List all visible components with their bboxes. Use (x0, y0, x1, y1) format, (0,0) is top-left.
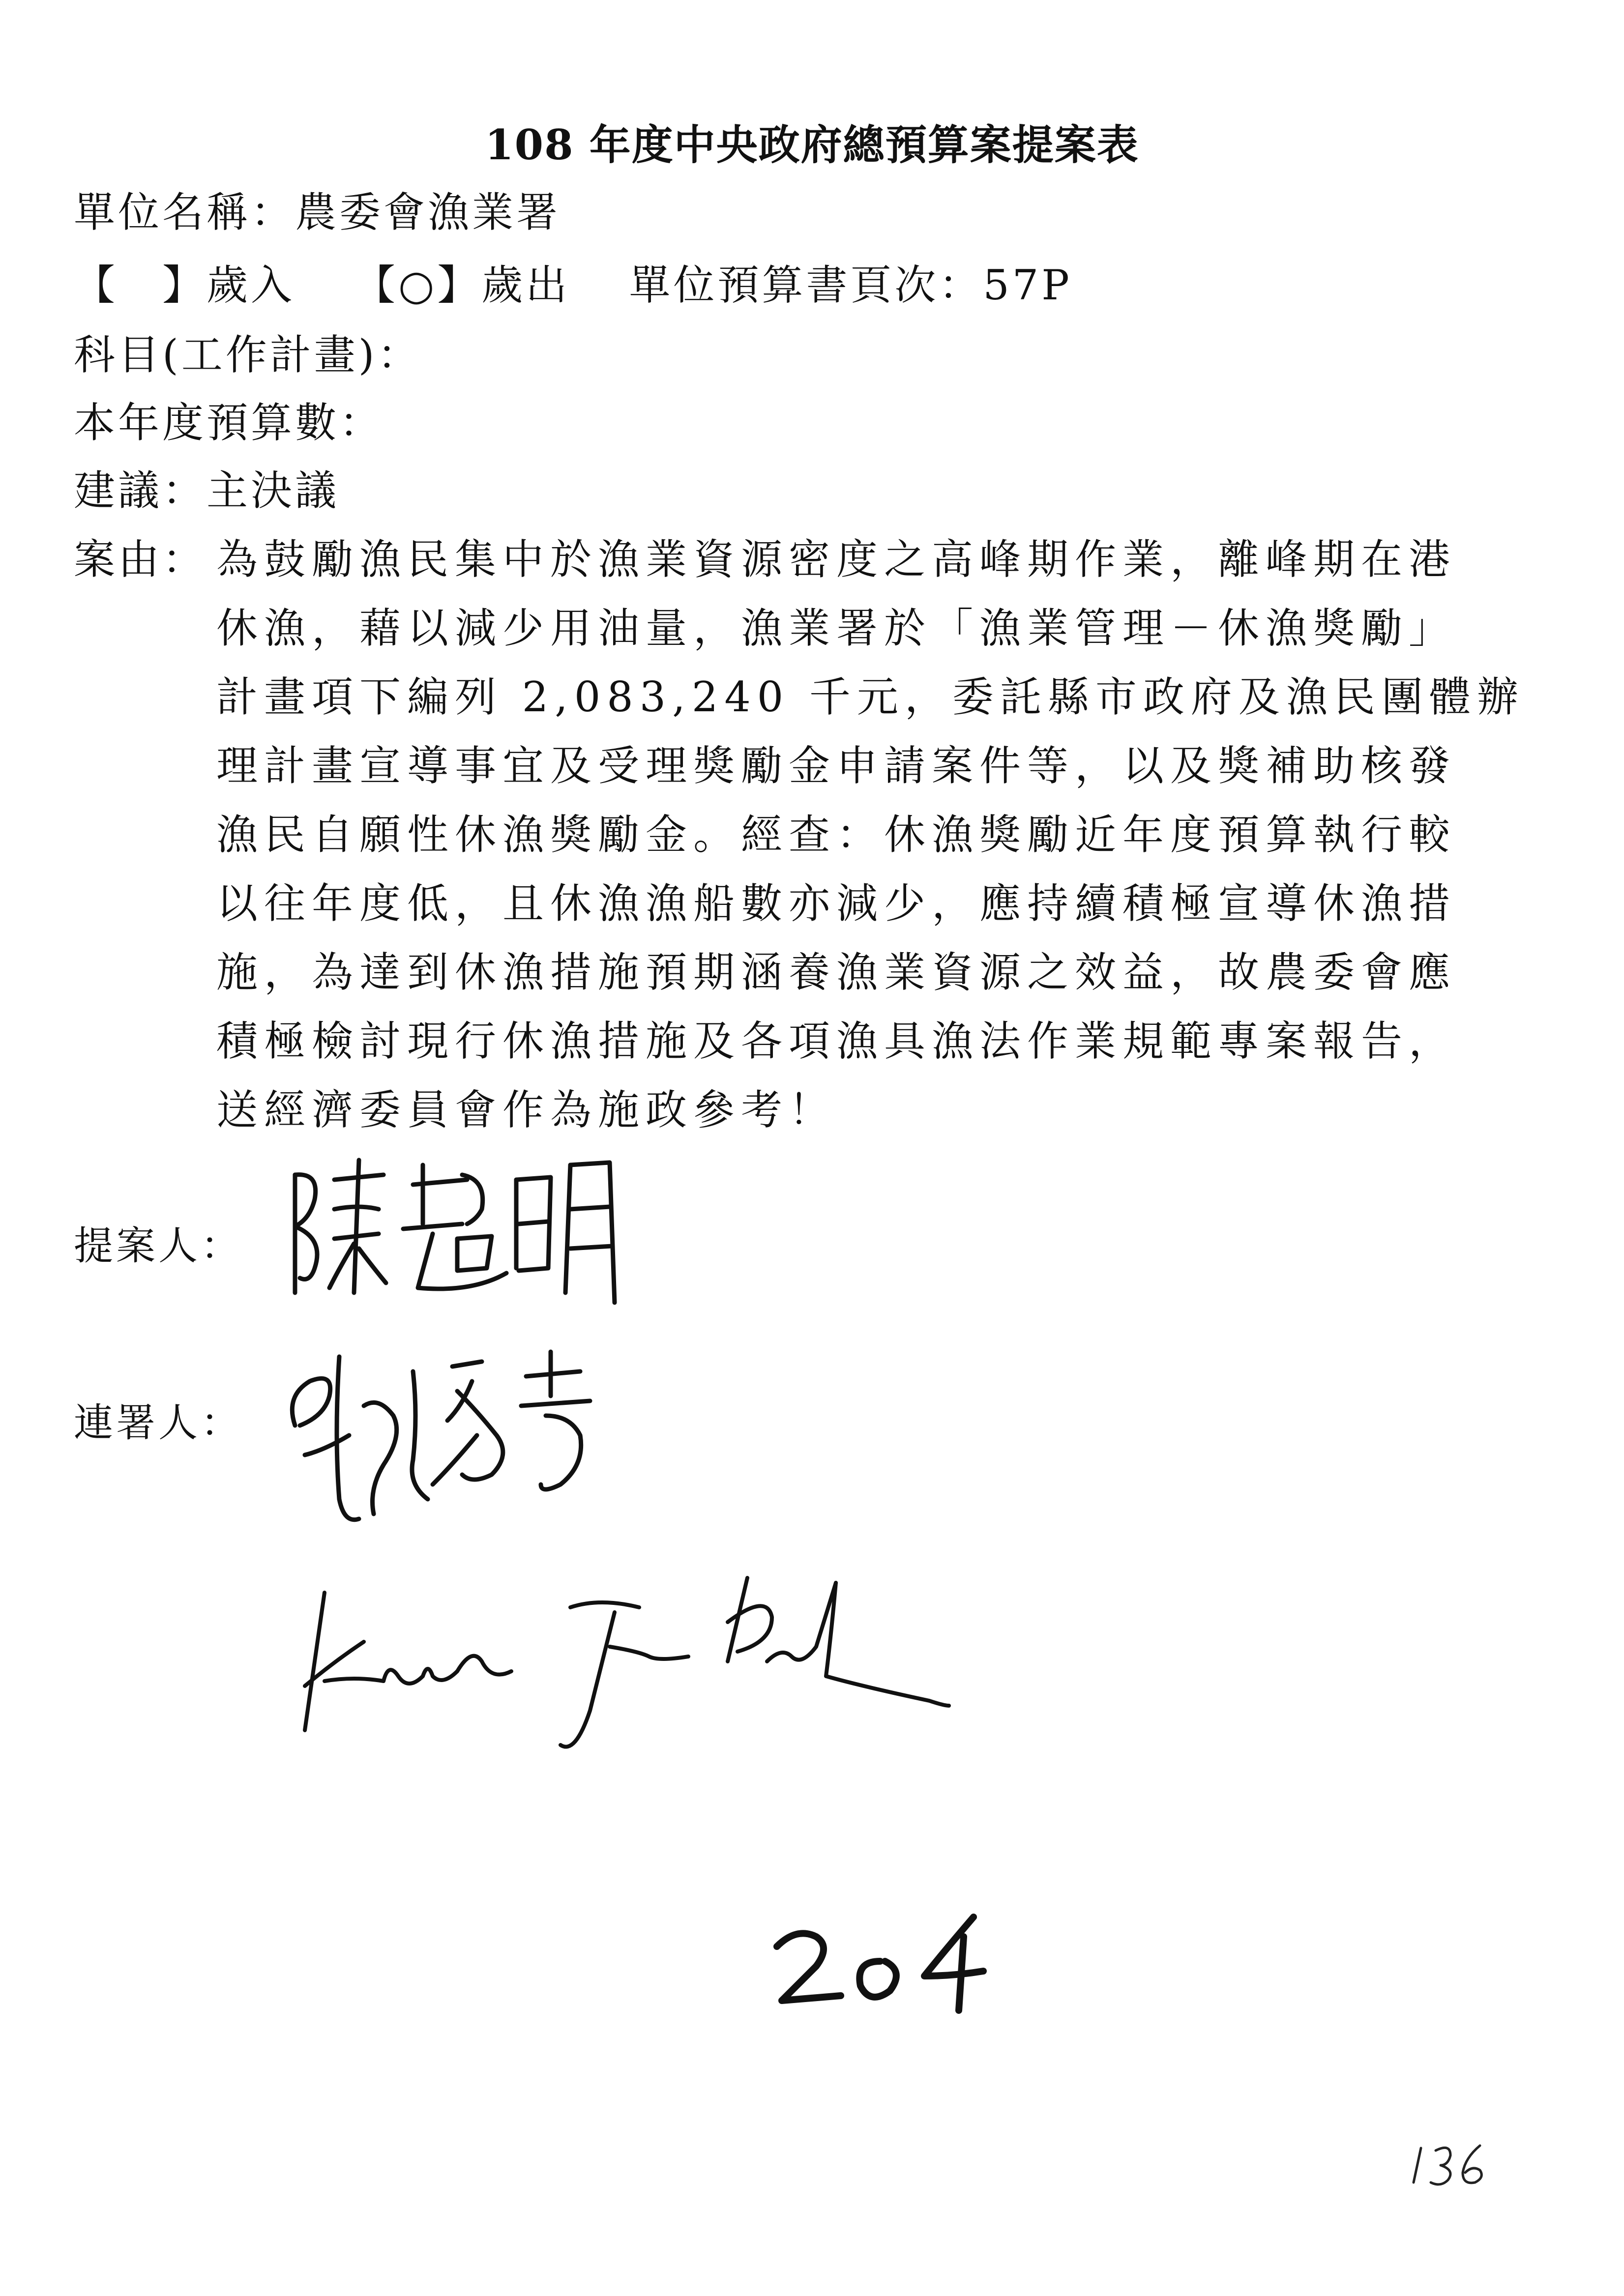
reason-line: 理計畫宣導事宜及受理獎勵金申請案件等，以及獎補助核發 (216, 742, 1457, 790)
reason-line: 積極檢討現行休漁措施及各項漁具漁法作業規範專案報告， (216, 1017, 1457, 1065)
page-title: 108 年度中央政府總預算案提案表 (485, 120, 1139, 169)
proposer-label: 提案人： (74, 1223, 243, 1269)
budget-amount-line: 本年度預算數： (74, 399, 384, 447)
handwritten-number (767, 1907, 993, 2015)
unit-name-line: 單位名稱：農委會漁業署 (74, 188, 561, 236)
page-stamp-text: 136 (1406, 2128, 1407, 2129)
expense-checkbox-label: 【○】歲出 (354, 261, 570, 309)
page-stamp (1406, 2128, 1505, 2192)
suggestion-line: 建議：主決議 (74, 466, 340, 515)
income-checkbox-label: 【 】歲入 (74, 261, 295, 309)
cosigner-label: 連署人： (74, 1400, 243, 1446)
reason-line: 漁民自願性休漁獎勵金。經查：休漁獎勵近年度預算執行較 (216, 811, 1457, 859)
reason-line: 施，為達到休漁措施預期涵養漁業資源之效益，故農委會應 (216, 948, 1457, 996)
handwritten-number-text: 204 (767, 1907, 768, 1908)
reason-label: 案由： (74, 535, 207, 583)
budget-type-line (74, 251, 1072, 320)
reason-line: 休漁，藉以減少用油量，漁業署於「漁業管理－休漁獎勵」 (216, 604, 1457, 652)
budget-page-reference: 單位預算書頁次：57P (629, 261, 1072, 309)
cosigner-signature-1 (266, 1337, 649, 1543)
reason-line: 送經濟委員會作為施政參考！ (216, 1086, 837, 1134)
reason-line: 為鼓勵漁民集中於漁業資源密度之高峰期作業，離峰期在港 (216, 535, 1457, 583)
reason-line: 以往年度低，且休漁漁船數亦減少，應持續積極宣導休漁措 (216, 879, 1457, 928)
subject-line: 科目(工作計畫)： (74, 331, 422, 379)
proposer-signature (275, 1145, 629, 1312)
reason-line: 計畫項下編列 2,083,240 千元，委託縣市政府及漁民團體辦 (216, 673, 1525, 721)
cosigner-signature-2 (295, 1563, 1229, 1770)
